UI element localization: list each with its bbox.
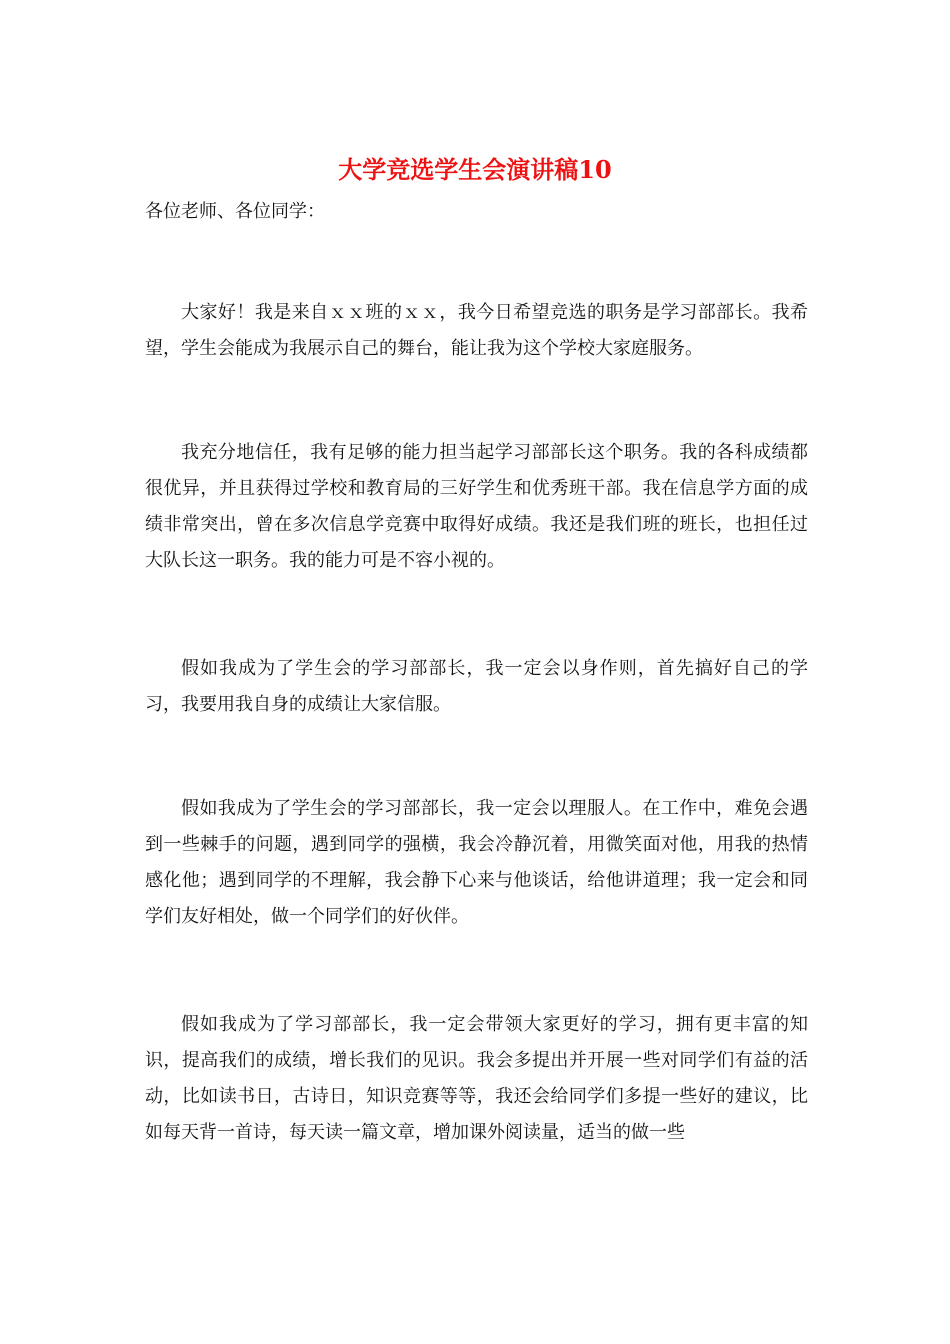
paragraph-lead-study: 假如我成为了学习部部长，我一定会带领大家更好的学习，拥有更丰富的知识，提高我们的成绩，增长我们的见识。我会多提出并开展一些对同学们有益的活动，比如读书日，古诗日，知识竞赛等等，我还会给同学们多提一些好的建议，比如每天背一首诗，每天读一篇文章，增加课外阅读量，适当的做一些: [145, 1014, 808, 1143]
paragraph-persuade-with-reason: 假如我成为了学生会的学习部部长，我一定会以理服人。在工作中，难免会遇到一些棘手的问题，遇到同学的强横，我会冷静沉着，用微笑面对他，用我的热情感化他；遇到同学的不理解，我会静下心来与他谈话，给他讲道理；我一定会和同学们友好相处，做一个同学们的好伙伴。: [145, 798, 808, 927]
greeting: 各位老师、各位同学：: [145, 201, 325, 222]
paragraph-introduction: 大家好！我是来自ｘｘ班的ｘｘ，我今日希望竞选的职务是学习部部长。我希望，学生会能成为我展示自己的舞台，能让我为这个学校大家庭服务。: [145, 302, 808, 359]
paragraph-lead-by-example: 假如我成为了学生会的学习部部长，我一定会以身作则，首先搞好自己的学习，我要用我自身的成绩让大家信服。: [145, 658, 808, 715]
document-title: 大学竞选学生会演讲稿10: [338, 155, 612, 184]
paragraph-qualifications: 我充分地信任，我有足够的能力担当起学习部部长这个职务。我的各科成绩都很优异，并且获得过学校和教育局的三好学生和优秀班干部。我在信息学方面的成绩非常突出，曾在多次信息学竞赛中取得好成绩。我还是我们班的班长，也担任过大队长这一职务。我的能力可是不容小视的。: [145, 442, 808, 571]
